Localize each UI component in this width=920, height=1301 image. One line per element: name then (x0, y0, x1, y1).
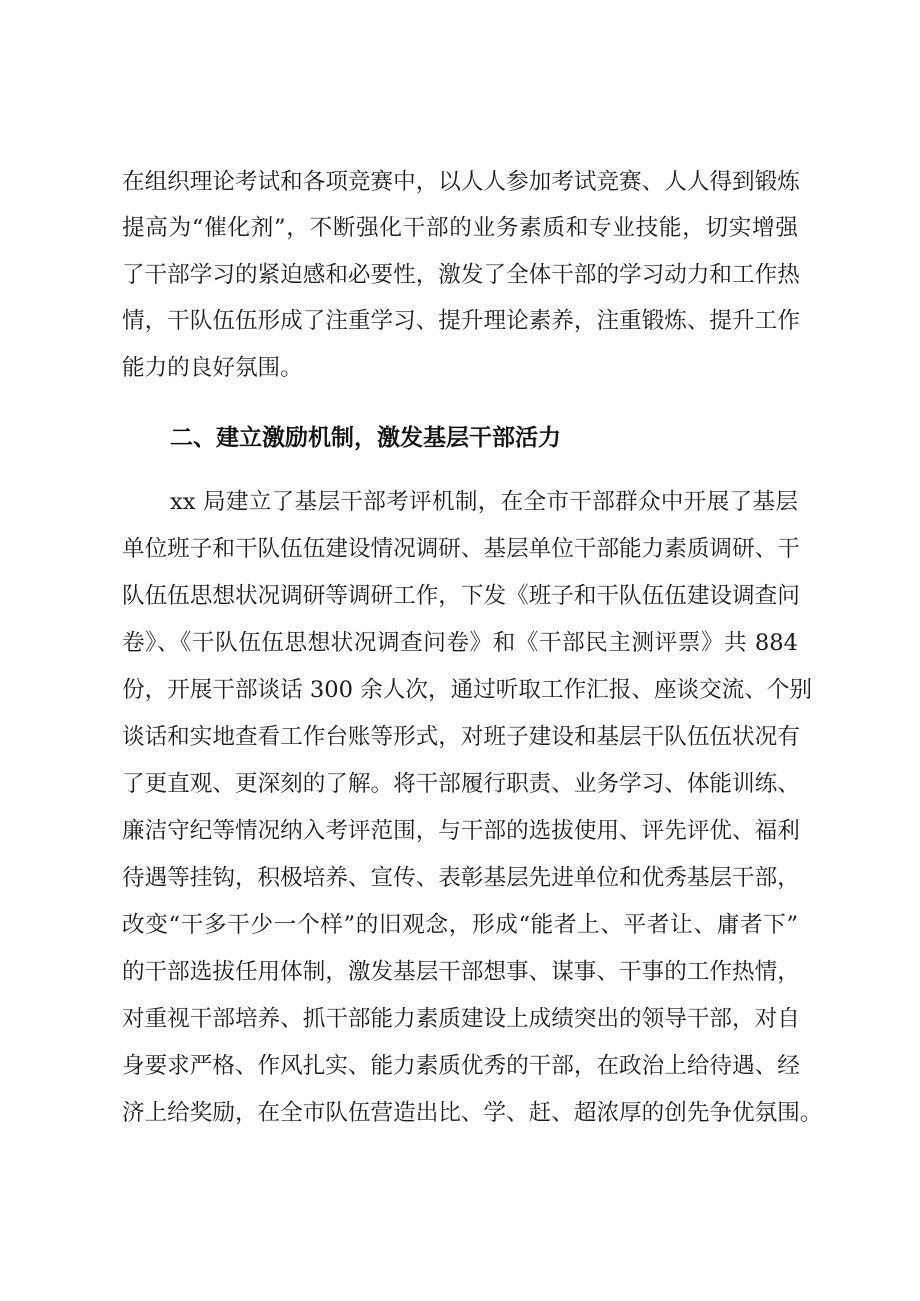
paragraph-line: 提高为“催化剂”，不断强化干部的业务素质和专业技能，切实增强 (122, 215, 798, 241)
paragraph-line: 改变“干多干少一个样”的旧观念，形成“能者上、平者让、庸者下” (122, 912, 798, 938)
paragraph-line: xx 局建立了基层干部考评机制，在全市干部群众中开展了基层 (170, 489, 798, 515)
section-heading: 二、建立激励机制，激发基层干部活力 (170, 425, 561, 451)
paragraph-line: 了干部学习的紧迫感和必要性，激发了全体干部的学习动力和工作热 (122, 262, 800, 288)
paragraph-line: 待遇等挂钩，积极培养、宣传、表彰基层先进单位和优秀基层干部， (122, 865, 800, 891)
paragraph-line: 对重视干部培养、抓干部能力素质建设上成绩突出的领导干部，对自 (122, 1006, 800, 1032)
paragraph-line: 廉洁守纪等情况纳入考评范围，与干部的选拔使用、评先评优、福利 (122, 818, 800, 844)
paragraph-line: 队伍伍思想状况调研等调研工作，下发《班子和干队伍伍建设调查问 (122, 583, 800, 609)
paragraph-line: 的干部选拔任用体制，激发基层干部想事、谋事、干事的工作热情， (122, 959, 800, 985)
paragraph-line: 济上给奖励，在全市队伍营造出比、学、赶、超浓厚的创先争优氛围。 (122, 1100, 823, 1126)
paragraph-line: 身要求严格、作风扎实、能力素质优秀的干部，在政治上给待遇、经 (122, 1053, 800, 1079)
paragraph-line: 卷》、《干队伍伍思想状况调查问卷》和《干部民主测评票》共 884 (122, 630, 798, 656)
paragraph-line: 单位班子和干队伍伍建设情况调研、基层单位干部能力素质调研、干 (122, 536, 800, 562)
paragraph-line: 了更直观、更深刻的了解。将干部履行职责、业务学习、体能训练、 (122, 771, 800, 797)
paragraph-line: 谈话和实地查看工作台账等形式，对班子建设和基层干队伍伍状况有 (122, 724, 800, 750)
paragraph-line: 在组织理论考试和各项竞赛中，以人人参加考试竞赛、人人得到锻炼 (122, 169, 800, 195)
paragraph-line: 份，开展干部谈话 300 余人次，通过听取工作汇报、座谈交流、个别 (122, 677, 813, 703)
paragraph-line: 能力的良好氛围。 (122, 355, 303, 381)
paragraph-line: 情，干队伍伍形成了注重学习、提升理论素养，注重锻炼、提升工作 (122, 308, 800, 334)
